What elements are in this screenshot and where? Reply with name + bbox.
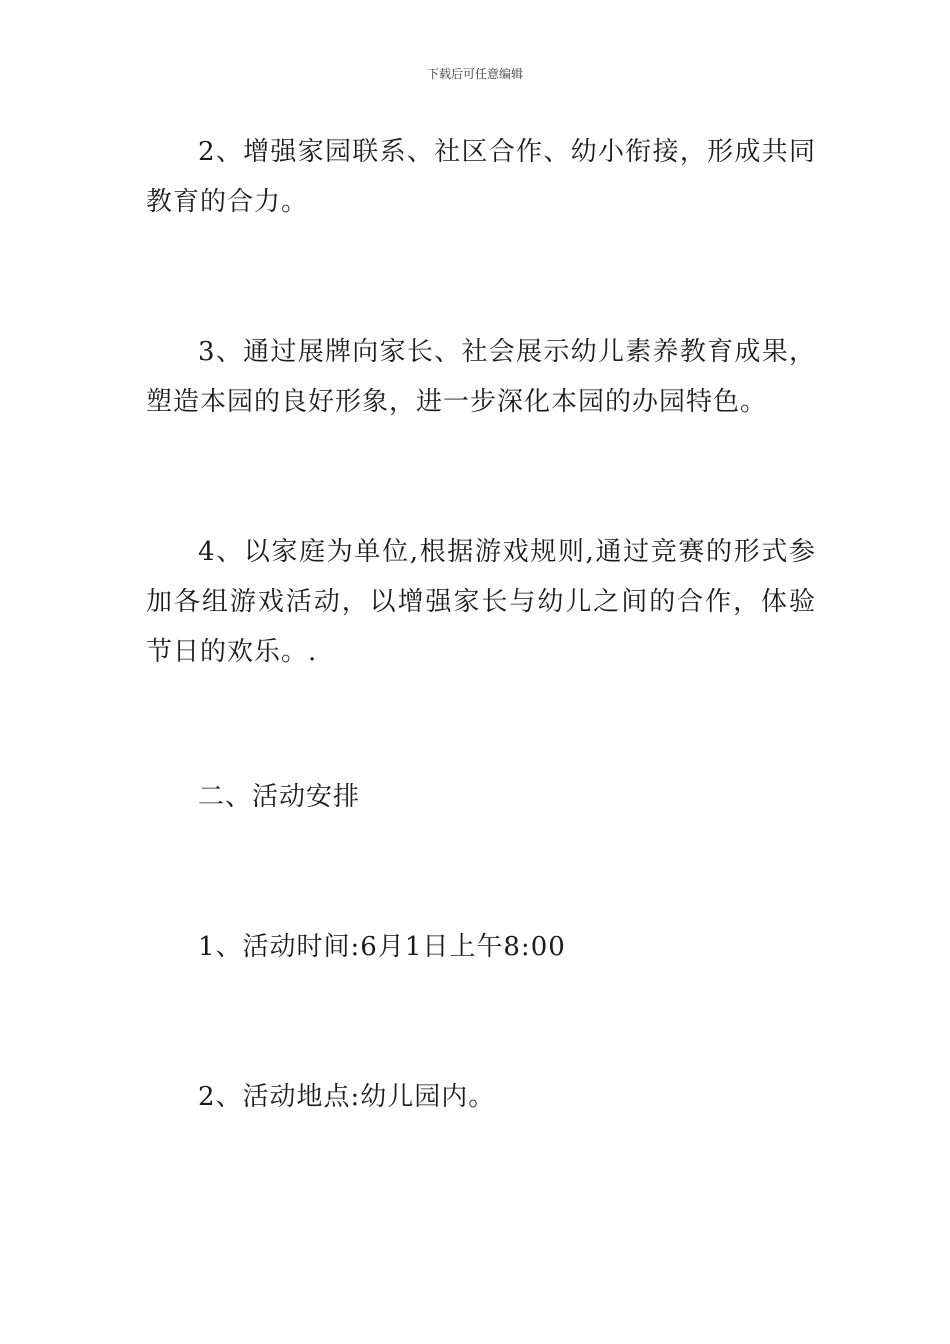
- paragraph-goal-4: 4、以家庭为单位,根据游戏规则,通过竞赛的形式参加各组游戏活动，以增强家长与幼儿之间的合作，体验节日的欢乐。.: [146, 537, 816, 667]
- paragraph-goal-2: 2、增强家园联系、社区合作、幼小衔接，形成共同教育的合力。: [146, 137, 816, 217]
- paragraph-activity-location: 2、活动地点:幼儿园内。: [198, 1082, 496, 1112]
- paragraph-activity-time: 1、活动时间:6月1日上午8:00: [198, 932, 566, 962]
- paragraph-goal-3: 3、通过展牌向家长、社会展示幼儿素养教育成果，塑造本园的良好形象，进一步深化本园的办园特色。: [146, 337, 816, 417]
- header-note: 下载后可任意编辑: [426, 67, 523, 81]
- section-heading-activity-arrangement: 二、活动安排: [198, 782, 361, 812]
